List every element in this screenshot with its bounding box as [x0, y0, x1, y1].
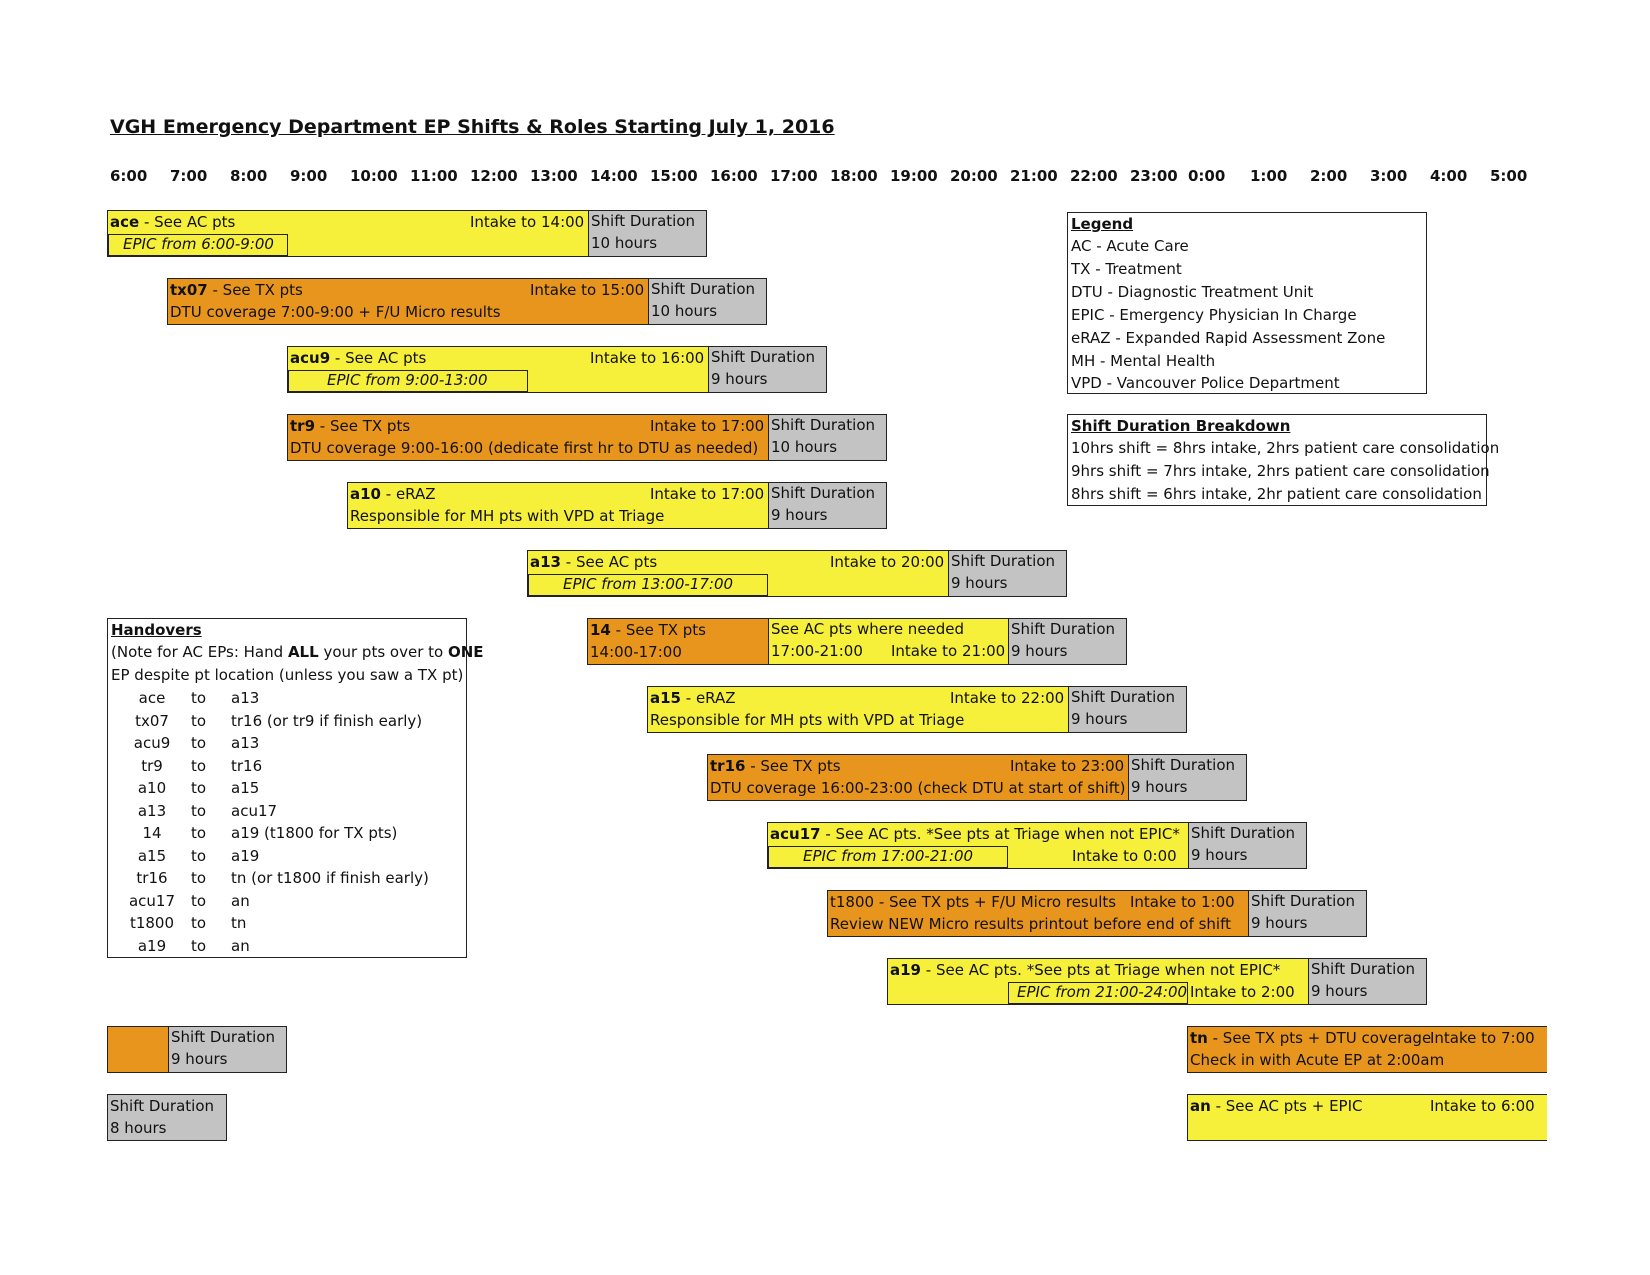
- handover-from: tr16: [136, 869, 168, 887]
- hour-label: 20:00: [950, 167, 998, 185]
- duration-value: 9 hours: [1191, 845, 1248, 864]
- duration-cell: [1128, 754, 1247, 801]
- legend-item: EPIC - Emergency Physician In Charge: [1071, 306, 1357, 324]
- duration-value: 10 hours: [771, 437, 838, 456]
- handover-from: t1800: [129, 914, 175, 932]
- duration-cell: [1248, 890, 1367, 937]
- legend-item: TX - Treatment: [1071, 260, 1182, 278]
- shift-name: 14: [590, 621, 611, 639]
- handover-from: 14: [142, 824, 162, 842]
- handover-to: to: [191, 734, 207, 752]
- handover-target: a19 (t1800 for TX pts): [231, 824, 398, 842]
- duration-label: Shift Duration: [110, 1097, 215, 1115]
- duration-label: Shift Duration: [1071, 687, 1176, 706]
- duration-cell: [588, 210, 707, 257]
- shift-name: a13: [530, 553, 561, 571]
- epic-window: EPIC from 6:00-9:00: [108, 234, 288, 256]
- epic-window: EPIC from 9:00-13:00: [288, 370, 528, 392]
- breakdown-item: 9hrs shift = 7hrs intake, 2hrs patient care consolidation: [1071, 462, 1490, 480]
- legend-panel: [1067, 212, 1427, 394]
- legend-item: AC - Acute Care: [1071, 237, 1189, 255]
- duration-value: 9 hours: [1011, 641, 1068, 660]
- shift-detail: 14:00-17:00: [590, 643, 682, 661]
- note-emphasis: ALL: [287, 643, 319, 661]
- legend-item: DTU - Diagnostic Treatment Unit: [1071, 283, 1314, 301]
- hour-label: 4:00: [1430, 167, 1468, 185]
- handover-from: acu9: [133, 734, 171, 752]
- shift-a15: [647, 686, 1187, 733]
- shift-t1800: [827, 890, 1367, 937]
- shift-intake: Intake to 14:00: [470, 213, 585, 231]
- shift-detail-secondary: 17:00-21:00: [771, 641, 863, 660]
- shift-name: a15: [650, 689, 681, 707]
- handover-target: a19: [231, 846, 260, 865]
- page-title: VGH Emergency Department EP Shifts & Roles Starting July 1, 2016: [110, 116, 835, 138]
- key-orange: [107, 1026, 287, 1073]
- duration-label: Shift Duration: [1311, 959, 1416, 978]
- handover-from: tx07: [135, 711, 169, 730]
- duration-value: 9 hours: [1071, 709, 1128, 728]
- hour-label: 19:00: [890, 167, 938, 185]
- shift-ace: [107, 210, 707, 257]
- shift-role: - See AC pts. *See pts at Triage when not EPIC*: [820, 825, 1180, 843]
- shift-intake: Intake to 20:00: [830, 553, 945, 571]
- shift-tr16: [707, 754, 1247, 801]
- legend-item: VPD - Vancouver Police Department: [1071, 374, 1340, 392]
- duration-cell: [1188, 822, 1307, 869]
- shift-intake: Intake to 15:00: [530, 281, 645, 299]
- duration-label: Shift Duration: [771, 483, 876, 502]
- shift-intake: Intake to 0:00: [1072, 847, 1177, 865]
- shift-a10: [347, 482, 887, 529]
- shift-detail: Review NEW Micro results printout before end of shift: [830, 915, 1232, 933]
- shift-name: tr16: [710, 757, 746, 775]
- handover-target: an: [231, 936, 250, 955]
- duration-value: 9 hours: [1131, 777, 1188, 796]
- shift-tn: [1187, 1026, 1547, 1073]
- duration-cell: [708, 346, 827, 393]
- shift-acu17: [767, 822, 1307, 869]
- hour-label: 23:00: [1130, 167, 1178, 185]
- handover-to: to: [191, 801, 207, 820]
- shift-detail: DTU coverage 7:00-9:00 + F/U Micro results: [170, 303, 501, 321]
- note-text: your pts over to: [318, 643, 448, 661]
- ac-coverage-cell: [768, 618, 1008, 665]
- hour-label: 5:00: [1490, 167, 1528, 185]
- shift-name: acu9: [290, 349, 331, 367]
- handovers-note: EP despite pt location (unless you saw a TX pt): [111, 666, 464, 684]
- handover-to: to: [191, 711, 207, 730]
- shift-role: - See AC pts: [561, 553, 658, 571]
- hour-label: 9:00: [290, 167, 328, 185]
- handover-target: a13: [231, 689, 260, 707]
- shift-role: - See AC pts: [330, 349, 427, 367]
- note-emphasis: ONE: [447, 643, 484, 661]
- duration-label: Shift Duration: [1251, 891, 1356, 910]
- epic-window: EPIC from 21:00-24:00: [1008, 982, 1188, 1004]
- hour-label: 17:00: [770, 167, 818, 185]
- shift-intake: Intake to 2:00: [1190, 983, 1295, 1001]
- shift-detail: DTU coverage 9:00-16:00 (dedicate first hr to DTU as needed): [290, 439, 759, 457]
- shift-a13: [527, 550, 1067, 597]
- shift-role: - See AC pts + EPIC: [1210, 1097, 1363, 1115]
- handover-from: acu17: [128, 891, 176, 910]
- duration-value: 9 hours: [711, 369, 768, 388]
- handover-target: acu17: [231, 801, 278, 820]
- breakdown-title: Shift Duration Breakdown: [1071, 417, 1291, 435]
- duration-label: Shift Duration: [1011, 619, 1116, 638]
- duration-value: 10 hours: [651, 301, 718, 320]
- handover-to: to: [191, 891, 207, 910]
- handover-target: tr16 (or tr9 if finish early): [231, 711, 423, 730]
- shift-detail: Responsible for MH pts with VPD at Triage: [350, 507, 665, 525]
- shift-name: tr9: [290, 417, 316, 435]
- handover-from: a19: [137, 936, 167, 955]
- handover-target: an: [231, 891, 250, 910]
- duration-value: 9 hours: [1311, 981, 1368, 1000]
- hour-label: 0:00: [1188, 167, 1226, 185]
- handover-to: to: [191, 914, 207, 932]
- shift-role: - See TX pts + DTU coverage: [1207, 1029, 1432, 1047]
- duration-label: Shift Duration: [1191, 823, 1296, 842]
- duration-cell: [1008, 618, 1127, 665]
- shift-intake: Intake to 16:00: [590, 349, 705, 367]
- shift-role: - See TX pts: [745, 757, 841, 775]
- shift-role: - See TX pts + F/U Micro results: [874, 893, 1117, 911]
- shift-acu9: [287, 346, 827, 393]
- handover-target: tr16: [231, 756, 263, 775]
- breakdown-panel: [1067, 414, 1500, 506]
- shift-a19: [887, 958, 1427, 1005]
- duration-cell: [768, 414, 887, 461]
- hour-label: 18:00: [830, 167, 878, 185]
- shift-an: [1187, 1094, 1547, 1141]
- shift-role-secondary: See AC pts where needed: [771, 619, 965, 638]
- hour-label: 10:00: [350, 167, 398, 185]
- hour-label: 13:00: [530, 167, 578, 185]
- duration-cell: [168, 1026, 287, 1073]
- duration-value: 9 hours: [1251, 913, 1308, 932]
- hour-label: 11:00: [410, 167, 458, 185]
- duration-label: Shift Duration: [771, 415, 876, 434]
- shift-name: an: [1190, 1097, 1211, 1115]
- handover-to: to: [191, 936, 207, 955]
- handover-to: to: [191, 756, 207, 775]
- handover-target: tn: [231, 914, 247, 932]
- breakdown-item: 8hrs shift = 6hrs intake, 2hr patient care consolidation: [1071, 485, 1482, 503]
- duration-value: 10 hours: [591, 233, 658, 252]
- shift-name: acu17: [770, 825, 821, 843]
- handover-from: ace: [138, 689, 166, 707]
- shift-role: - See TX pts: [315, 417, 411, 435]
- epic-window: EPIC from 13:00-17:00: [528, 574, 768, 596]
- handover-to: to: [191, 779, 207, 797]
- shift-intake: Intake to 21:00: [891, 641, 1006, 660]
- hour-label: 8:00: [230, 167, 268, 185]
- handover-to: to: [191, 869, 207, 887]
- handover-from: tr9: [141, 756, 163, 775]
- shift-tr9: [287, 414, 887, 461]
- handover-to: to: [191, 689, 207, 707]
- note-text: (Note for AC EPs: Hand: [111, 643, 288, 661]
- handover-target: a15: [231, 779, 260, 797]
- hour-label: 2:00: [1310, 167, 1348, 185]
- shift-detail: Check in with Acute EP at 2:00am: [1190, 1051, 1445, 1069]
- hour-label: 21:00: [1010, 167, 1058, 185]
- shift-role: - See TX pts: [610, 621, 706, 639]
- hour-label: 22:00: [1070, 167, 1118, 185]
- shift-name: ace: [110, 213, 140, 231]
- shift-intake: Intake to 22:00: [950, 689, 1065, 707]
- duration-value: 9 hours: [171, 1049, 228, 1068]
- legend-title: Legend: [1071, 215, 1134, 233]
- handovers-panel: [107, 618, 484, 958]
- duration-cell: [768, 482, 887, 529]
- shift-intake: Intake to 17:00: [650, 485, 765, 503]
- duration-label: Shift Duration: [711, 347, 816, 366]
- key-gray: [107, 1094, 227, 1141]
- shift-role: - See AC pts. *See pts at Triage when not EPIC*: [921, 961, 1281, 979]
- legend-item: eRAZ - Expanded Rapid Assessment Zone: [1071, 329, 1386, 347]
- duration-cell: [1068, 686, 1187, 733]
- hour-label: 1:00: [1250, 167, 1288, 185]
- handover-from: a15: [137, 846, 167, 865]
- shift-name: tn: [1190, 1029, 1208, 1047]
- handovers-title: Handovers: [111, 621, 202, 639]
- hour-label: 6:00: [110, 167, 148, 185]
- hour-label: 7:00: [170, 167, 208, 185]
- shift-detail: DTU coverage 16:00-23:00 (check DTU at start of shift): [710, 779, 1126, 797]
- handover-to: to: [191, 846, 207, 865]
- handover-from: a10: [137, 779, 167, 797]
- handover-from: a13: [137, 801, 167, 820]
- shift-name: t1800: [830, 893, 875, 911]
- shift-intake: Intake to 17:00: [650, 417, 765, 435]
- handover-target: a13: [231, 734, 260, 752]
- duration-label: Shift Duration: [171, 1027, 276, 1046]
- shift-name: a10: [350, 485, 381, 503]
- shift-role: - eRAZ: [381, 485, 436, 503]
- hour-label: 12:00: [470, 167, 518, 185]
- hour-label: 15:00: [650, 167, 698, 185]
- shift-role: - eRAZ: [681, 689, 736, 707]
- duration-cell: [648, 278, 767, 325]
- duration-value: 9 hours: [771, 505, 828, 524]
- shift-intake: Intake to 1:00: [1130, 893, 1235, 911]
- duration-cell: [948, 550, 1067, 597]
- hour-label: 14:00: [590, 167, 638, 185]
- shift-name: a19: [890, 961, 921, 979]
- handovers-note: [111, 641, 484, 663]
- shift-name: tx07: [170, 281, 208, 299]
- legend-item: MH - Mental Health: [1071, 352, 1216, 370]
- shift-detail: Responsible for MH pts with VPD at Triage: [650, 711, 965, 729]
- shift-tx07: [167, 278, 767, 325]
- shift-role: - See TX pts: [207, 281, 303, 299]
- handover-target: tn (or t1800 if finish early): [231, 869, 429, 887]
- shift-intake: Intake to 6:00: [1430, 1097, 1535, 1115]
- hour-label: 16:00: [710, 167, 758, 185]
- shift-intake: Intake to 23:00: [1010, 757, 1125, 775]
- duration-value: 9 hours: [951, 573, 1008, 592]
- duration-label: Shift Duration: [591, 211, 696, 230]
- handover-to: to: [191, 824, 207, 842]
- duration-value: 8 hours: [110, 1119, 167, 1137]
- epic-window: EPIC from 17:00-21:00: [768, 846, 1008, 868]
- duration-label: Shift Duration: [951, 551, 1056, 570]
- breakdown-item: 10hrs shift = 8hrs intake, 2hrs patient care consolidation: [1071, 439, 1500, 457]
- shift-role: - See AC pts: [139, 213, 236, 231]
- duration-label: Shift Duration: [1131, 755, 1236, 774]
- duration-label: Shift Duration: [651, 279, 756, 298]
- hour-label: 3:00: [1370, 167, 1408, 185]
- shift-intake: Intake to 7:00: [1430, 1029, 1535, 1047]
- duration-cell: [1308, 958, 1427, 1005]
- shift-14: [587, 618, 1127, 665]
